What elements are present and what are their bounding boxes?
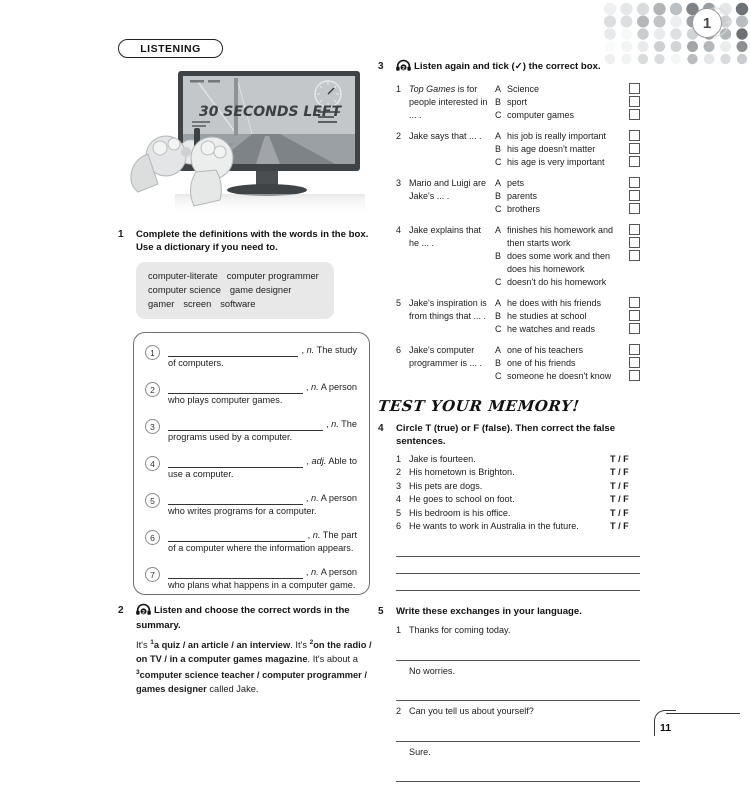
definition-number: 7 [145, 567, 160, 582]
tf-choice[interactable]: T / F [610, 480, 629, 491]
question-stem: Jake says that ... . [409, 131, 482, 141]
option-row [495, 344, 614, 357]
tf-number: 4 [396, 494, 402, 505]
option-row [495, 323, 614, 336]
option-text: he studies at school [507, 311, 587, 321]
exchange-block [396, 705, 640, 782]
definition-tail: , n. The part [307, 530, 357, 540]
exercise-3-number: 3 [378, 61, 384, 72]
option-row [495, 276, 614, 289]
summary-choice[interactable]: on the radio / on TV / in a computer games magazine [136, 640, 372, 665]
answer-checkbox-c[interactable] [629, 250, 640, 261]
answer-checkbox-a[interactable] [629, 297, 640, 308]
page-number: 11 [660, 722, 672, 734]
tf-choice[interactable]: T / F [610, 507, 629, 518]
question-checkboxes [614, 224, 640, 289]
question-options [495, 224, 614, 289]
summary-text: called Jake. [206, 684, 259, 695]
question-number: 5 [396, 298, 402, 308]
answer-line[interactable] [396, 686, 640, 701]
tf-number: 3 [396, 480, 402, 491]
tf-sentence: His hometown is Brighton. [409, 467, 515, 478]
word-box-word: software [220, 299, 256, 309]
definition-row [134, 344, 369, 371]
option-row [495, 109, 614, 122]
summary-text: . It's [290, 640, 310, 651]
definition-text: of computers. [168, 358, 224, 368]
question-checkboxes [614, 130, 640, 169]
exercise-3-title-text: Listen again and tick (✓) the correct box. [414, 61, 601, 72]
option-letter: B [495, 251, 502, 261]
definition-answer-blank[interactable] [168, 384, 303, 394]
tf-number: 5 [396, 507, 402, 518]
exchange-prompt [396, 624, 640, 637]
option-letter: A [495, 178, 502, 188]
definition-answer-blank[interactable] [168, 569, 303, 579]
answer-checkbox-c[interactable] [629, 323, 640, 334]
tf-sentence: He wants to work in Australia in the future. [409, 521, 579, 532]
answer-checkbox-b[interactable] [629, 190, 640, 201]
exercise-5 [378, 605, 640, 786]
question-number: 3 [396, 178, 402, 188]
answer-checkbox-a[interactable] [629, 83, 640, 94]
question-checkboxes [614, 177, 640, 216]
option-letter: B [495, 191, 502, 201]
option-letter: A [495, 298, 502, 308]
question-row [396, 177, 640, 216]
definition-row [134, 418, 369, 445]
option-text: he does with his friends [507, 298, 602, 308]
question-stem: Jake's inspiration is from things that ... . [409, 298, 487, 321]
option-text: someone he doesn't know [507, 371, 612, 381]
tf-row [396, 453, 640, 466]
answer-checkbox-c[interactable] [629, 370, 640, 381]
exchange-prompt-text: Thanks for coming today. [409, 625, 511, 636]
answer-line[interactable] [396, 542, 640, 557]
option-row [495, 83, 614, 96]
option-text: one of his friends [507, 358, 576, 368]
definition-tail: , adj. Able to [306, 456, 357, 466]
question-options [495, 297, 614, 336]
summary-choice[interactable]: a quiz / an article / an interview [153, 640, 291, 651]
exercise-4 [378, 422, 640, 591]
answer-line[interactable] [396, 646, 640, 661]
answer-line[interactable] [396, 767, 640, 782]
option-row [495, 177, 614, 190]
definition-row [134, 455, 369, 482]
option-row [495, 96, 614, 109]
section-label-listening [118, 39, 223, 58]
question-stem: Jake's computer programmer is ... . [409, 345, 483, 368]
word-box-line [148, 297, 322, 311]
tf-number: 6 [396, 521, 402, 532]
option-letter: A [495, 345, 502, 355]
option-letter: C [495, 157, 502, 167]
question-checkboxes [614, 83, 640, 122]
question-options [495, 130, 614, 169]
tf-sentence: Jake is fourteen. [409, 454, 476, 464]
option-row [495, 190, 614, 203]
option-text: pets [507, 178, 525, 188]
option-row [495, 130, 614, 143]
option-letter: C [495, 277, 502, 287]
definition-tail: , n. A person [305, 493, 357, 503]
option-row [495, 203, 614, 216]
word-box [136, 262, 334, 319]
question-number: 6 [396, 345, 402, 355]
unit-number-badge [692, 8, 722, 38]
question-row [396, 83, 640, 122]
answer-line[interactable] [396, 576, 640, 591]
answer-checkbox-c[interactable] [629, 156, 640, 167]
exchange-reply-text: No worries. [409, 665, 455, 676]
definition-number: 1 [145, 345, 160, 360]
definition-text: programs used by a computer. [168, 432, 293, 442]
exercise-2 [118, 604, 380, 696]
option-text: his age doesn't matter [507, 144, 596, 154]
headphones-icon [396, 61, 411, 75]
option-letter: B [495, 311, 502, 321]
option-text: Science [507, 84, 540, 94]
tf-row [396, 520, 640, 533]
option-text: does some work and then does his homework [507, 251, 611, 274]
question-number: 4 [396, 225, 402, 235]
option-text: doesn't do his homework [507, 277, 607, 287]
dot-grid-graphic [602, 0, 750, 62]
answer-checkbox-a[interactable] [629, 130, 640, 141]
word-box-line [148, 283, 322, 297]
option-text: one of his teachers [507, 345, 584, 355]
definition-answer-blank[interactable] [168, 458, 303, 468]
answer-checkbox-b[interactable] [629, 96, 640, 107]
tf-number: 1 [396, 454, 402, 464]
option-text: parents [507, 191, 538, 201]
word-box-word: computer-literate [148, 271, 218, 281]
summary-text: It's [136, 640, 151, 651]
option-row [495, 250, 614, 276]
corner-decoration [602, 0, 750, 62]
gaming-photo-graphic [120, 66, 370, 221]
option-letter: A [495, 131, 502, 141]
option-letter: C [495, 204, 502, 214]
definition-row [134, 566, 369, 593]
summary-marker: 1 [150, 639, 154, 646]
answer-checkbox-b[interactable] [629, 310, 640, 321]
definition-row [134, 381, 369, 408]
exchange-reply-text: Sure. [409, 746, 431, 757]
exercise-4-title: Circle T (true) or F (false). Then correct the false sentences. [396, 423, 616, 447]
question-checkboxes [614, 297, 640, 336]
option-text: sport [507, 97, 528, 107]
answer-checkbox-c[interactable] [629, 109, 640, 120]
definition-tail: , n. The [326, 419, 357, 429]
option-row [495, 297, 614, 310]
option-text: finishes his homework and then starts work [507, 225, 614, 248]
track-number: 2 [141, 610, 146, 616]
tf-choice[interactable]: T / F [610, 521, 629, 532]
section-label-text: LISTENING [140, 42, 201, 55]
option-letter: C [495, 371, 502, 381]
option-text: computer games [507, 110, 575, 120]
summary-marker: 3 [136, 669, 140, 677]
exercise-3-title [396, 60, 640, 75]
definition-answer-blank[interactable] [168, 347, 298, 357]
question-options [495, 177, 614, 216]
test-your-memory-heading: TEST YOUR MEMORY! [377, 397, 581, 415]
headphones-icon [136, 605, 151, 619]
tf-choice[interactable]: T / F [610, 467, 629, 478]
option-row [495, 370, 614, 383]
option-text: his age is very important [507, 157, 605, 167]
option-letter: A [495, 84, 502, 94]
definition-number: 2 [145, 382, 160, 397]
tf-number: 2 [396, 467, 402, 478]
definition-text: who writes programs for a computer. [168, 506, 317, 516]
definition-row [134, 529, 369, 556]
exchange-number: 1 [396, 625, 402, 636]
definition-number: 3 [145, 419, 160, 434]
definition-number: 5 [145, 493, 160, 508]
definition-row [134, 492, 369, 519]
exercise-5-number: 5 [378, 606, 384, 618]
tf-sentence: He goes to school on foot. [409, 494, 515, 505]
answer-checkbox-b[interactable] [629, 143, 640, 154]
word-box-word: computer programmer [226, 271, 319, 281]
question-row [396, 297, 640, 336]
question-row [396, 130, 640, 169]
tf-row [396, 466, 640, 479]
option-row [495, 310, 614, 323]
definition-answer-blank[interactable] [168, 421, 323, 431]
question-checkboxes [614, 344, 640, 383]
option-letter: B [495, 358, 502, 368]
definition-tail: , n. A person [305, 382, 357, 392]
tf-choice[interactable]: T / F [610, 454, 629, 464]
exercise-2-number: 2 [118, 605, 124, 616]
option-letter: A [495, 225, 502, 235]
exchange-number: 2 [396, 706, 402, 717]
tf-row [396, 507, 640, 520]
answer-checkbox-a[interactable] [629, 177, 640, 188]
exchange-prompt-text: Can you tell us about yourself? [409, 706, 534, 717]
definition-tail: , n. A person [305, 567, 357, 577]
exercise-1 [118, 228, 380, 319]
gaming-photo [120, 66, 370, 221]
option-row [495, 156, 614, 169]
definition-answer-blank[interactable] [168, 495, 303, 505]
option-text: he watches and reads [507, 324, 596, 334]
word-box-word: game designer [229, 285, 292, 295]
screen-text: 30 SECONDS LEFT [198, 104, 342, 120]
definition-tail: , n. The study [301, 345, 357, 355]
tf-sentence: His bedroom is his office. [409, 507, 511, 518]
option-row [495, 357, 614, 370]
definitions-card [133, 332, 370, 595]
option-row [495, 143, 614, 156]
answer-checkbox-b[interactable] [629, 357, 640, 368]
exercise-2-title-text: Listen and choose the correct words in the summary. [136, 605, 350, 631]
question-number: 1 [396, 84, 402, 94]
option-text: brothers [507, 204, 541, 214]
summary-choice[interactable]: computer science teacher / computer programmer / games designer [136, 670, 367, 695]
answer-checkbox-c[interactable] [629, 203, 640, 214]
definition-number: 4 [145, 456, 160, 471]
question-row [396, 224, 640, 289]
question-stem: Top Games is for people interested in ... . [409, 84, 488, 120]
option-letter: C [495, 324, 502, 334]
answer-checkbox-b[interactable] [629, 237, 640, 248]
answer-checkbox-a[interactable] [629, 344, 640, 355]
option-letter: B [495, 144, 502, 154]
definition-text: who plans what happens in a computer game. [168, 580, 356, 590]
unit-number: 1 [702, 14, 712, 32]
question-stem: Jake explains that he ... . [409, 225, 482, 248]
word-box-word: gamer [148, 299, 175, 309]
answer-line[interactable] [396, 559, 640, 574]
summary-text: . It's about a [307, 654, 358, 665]
exercise-2-summary [136, 636, 380, 696]
tf-row [396, 493, 640, 506]
exercise-5-title: Write these exchanges in your language. [396, 606, 582, 618]
page-rule [666, 713, 740, 714]
exchange-prompt [396, 705, 640, 718]
definition-answer-blank[interactable] [168, 532, 305, 542]
exercise-1-number: 1 [118, 229, 124, 240]
word-box-word: screen [183, 299, 212, 309]
tf-row [396, 480, 640, 493]
option-text: his job is really important [507, 131, 607, 141]
option-letter: C [495, 110, 502, 120]
exercise-1-title: Complete the definitions with the words in the box. Use a dictionary if you need to. [136, 229, 369, 253]
exercise-2-title [136, 604, 380, 632]
answer-checkbox-a[interactable] [629, 224, 640, 235]
question-number: 2 [396, 131, 402, 141]
option-row [495, 224, 614, 250]
definition-text: of a computer where the information appears. [168, 543, 354, 553]
exercise-4-number: 4 [378, 423, 384, 434]
question-options [495, 83, 614, 122]
definition-number: 6 [145, 530, 160, 545]
page-number-block [654, 700, 740, 736]
tf-sentence: His pets are dogs. [409, 480, 483, 491]
exercise-3 [378, 60, 640, 383]
exchange-block [396, 624, 640, 701]
definition-text: use a computer. [168, 469, 234, 479]
definition-text: who plays computer games. [168, 395, 283, 405]
option-letter: B [495, 97, 502, 107]
word-box-word: computer science [148, 285, 221, 295]
track-number: 2 [401, 66, 406, 72]
question-stem: Mario and Luigi are Jake's ... . [409, 178, 487, 201]
question-row [396, 344, 640, 383]
tf-choice[interactable]: T / F [610, 494, 629, 505]
word-box-line [148, 269, 322, 283]
answer-line[interactable] [396, 727, 640, 742]
summary-marker: 2 [309, 639, 314, 646]
question-options [495, 344, 614, 383]
